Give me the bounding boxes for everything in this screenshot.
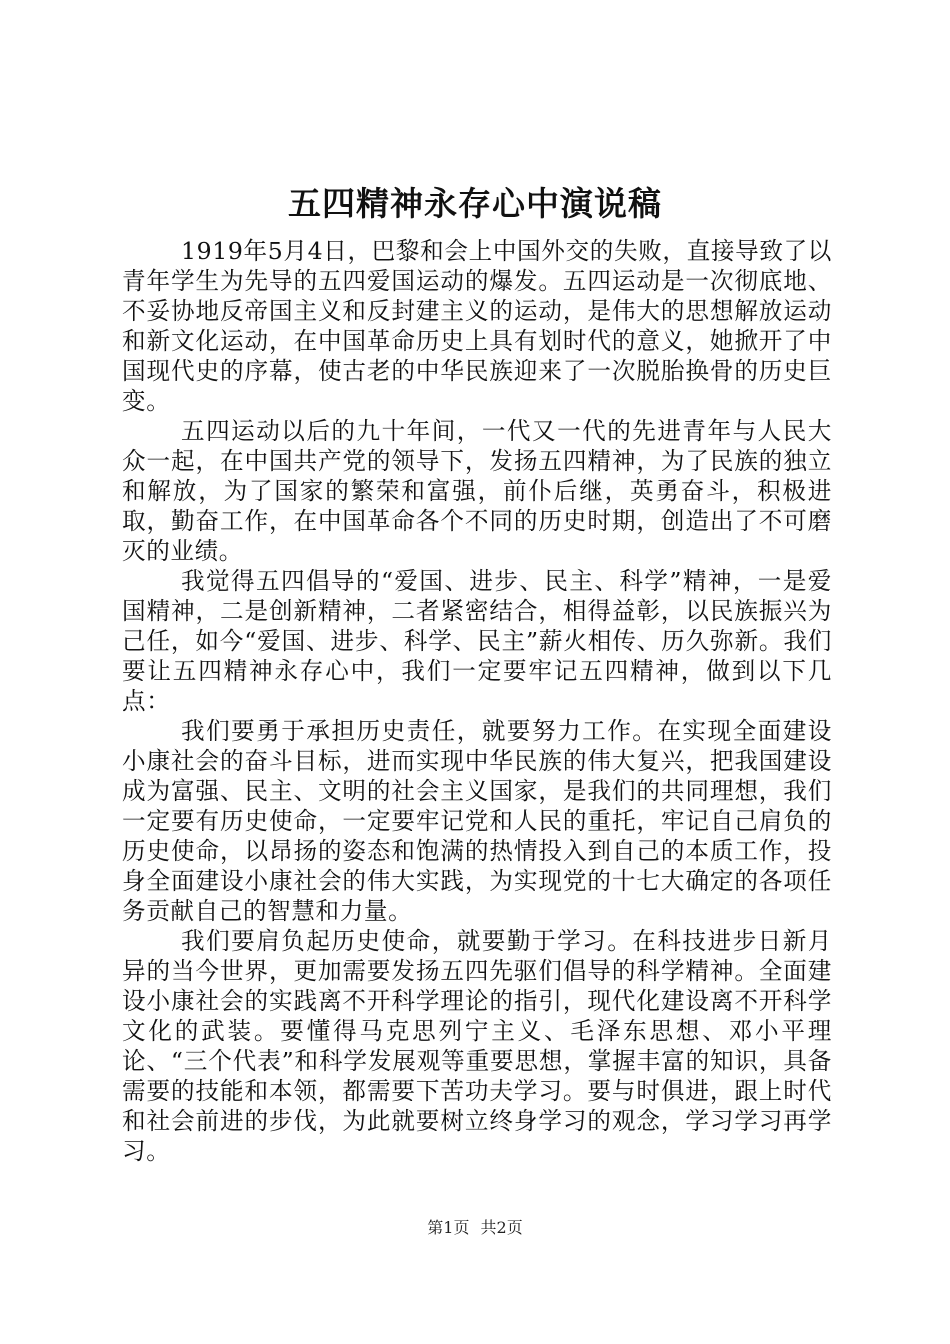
paragraph-3: 我觉得五四倡导的“爱国、进步、民主、科学”精神，一是爱国精神，二是创新精神，二者紧密结合，相得益彰，以民族振兴为己任，如今“爱国、进步、科学、民主”薪火相传、历久弥新。我们要让五四精神永存心中，我们一定要牢记五四精神，做到以下几点： <box>122 567 832 715</box>
document-title: 五四精神永存心中演说稿 <box>288 184 662 223</box>
page-number: 第1页 <box>427 1218 470 1237</box>
paragraph-4: 我们要勇于承担历史责任，就要努力工作。在实现全面建设小康社会的奋斗目标，进而实现中华民族的伟大复兴，把我国建设成为富强、民主、文明的社会主义国家，是我们的共同理想，我们一定要有历史使命，一定要牢记党和人民的重托，牢记自己肩负的历史使命，以昂扬的姿态和饱满的热情投入到自己的本质工作，投身全面建设小康社会的伟大实践，为实现党的十七大确定的各项任务贡献自己的智慧和力量。 <box>122 717 832 925</box>
page-total: 共2页 <box>480 1218 523 1237</box>
paragraph-2: 五四运动以后的九十年间，一代又一代的先进青年与人民大众一起，在中国共产党的领导下，发扬五四精神，为了民族的独立和解放，为了国家的繁荣和富强，前仆后继，英勇奋斗，积极进取，勤奋工作，在中国革命各个不同的历史时期，创造出了不可磨灭的业绩。 <box>122 417 832 565</box>
page-footer <box>0 1216 950 1240</box>
paragraph-5: 我们要肩负起历史使命，就要勤于学习。在科技进步日新月异的当今世界，更加需要发扬五四先驱们倡导的科学精神。全面建设小康社会的实践离不开科学理论的指引，现代化建设离不开科学文化的武装。要懂得马克思列宁主义、毛泽东思想、邓小平理论、“三个代表”和科学发展观等重要思想，掌握丰富的知识，具备需要的技能和本领，都需要下苦功夫学习。要与时俱进，跟上时代和社会前进的步伐，为此就要树立终身学习的观念，学习学习再学习。 <box>122 927 832 1165</box>
document-body <box>122 236 832 1166</box>
paragraph-1: 1919年5月4日，巴黎和会上中国外交的失败，直接导致了以青年学生为先导的五四爱国运动的爆发。五四运动是一次彻底地、不妥协地反帝国主义和反封建主义的运动，是伟大的思想解放运动和新文化运动，在中国革命历史上具有划时代的意义，她掀开了中国现代史的序幕，使古老的中华民族迎来了一次脱胎换骨的历史巨变。 <box>122 237 832 415</box>
